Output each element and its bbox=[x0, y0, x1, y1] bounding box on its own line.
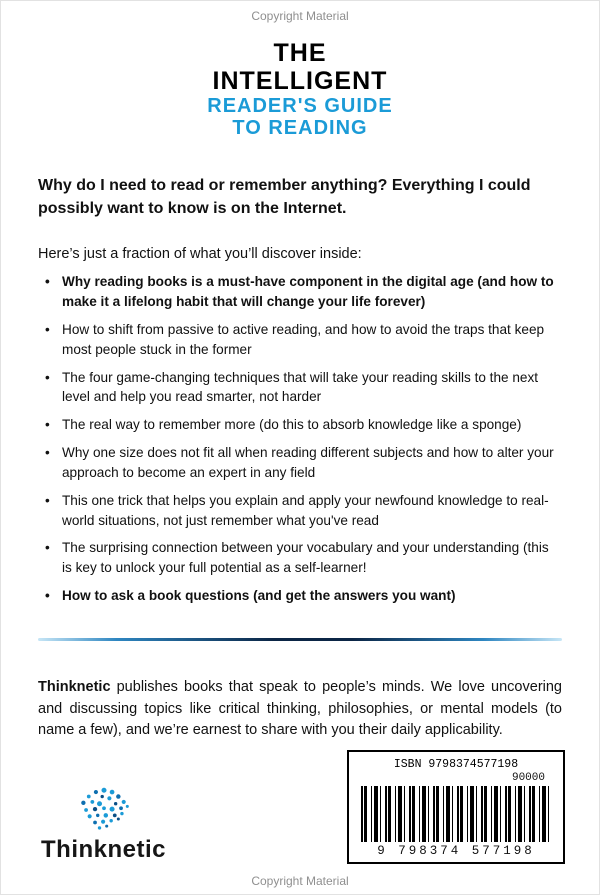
bullet-text: Why one size does not fit all when reading different subjects and how to alter your approach to become an expert in any field bbox=[62, 445, 554, 480]
barcode-number: 9 798374 577198 bbox=[377, 844, 535, 858]
bullet-text: The surprising connection between your vocabulary and your understanding (this is key to unlock your full potential as a self-learner! bbox=[62, 540, 549, 576]
bullet-text: Why reading books is a must-have component in the digital age (and how to make it a lifelong habit that will change your life forever) bbox=[62, 274, 554, 309]
discover-intro: Here’s just a fraction of what you’ll discover inside: bbox=[38, 246, 362, 263]
barcode-price-code: 90000 bbox=[511, 772, 545, 784]
publisher-paragraph bbox=[38, 677, 562, 742]
bullet-item bbox=[38, 443, 562, 483]
discover-list bbox=[38, 272, 562, 606]
bullet-item bbox=[38, 491, 562, 531]
title-line-2: INTELLIGENT bbox=[212, 67, 388, 95]
barcode-bars-icon bbox=[361, 786, 551, 842]
bullet-text: This one trick that helps you explain and apply your newfound knowledge to real-world situations, not just remember what you've read bbox=[62, 492, 549, 528]
section-divider bbox=[38, 638, 562, 641]
bullet-text: The four game-changing techniques that will take your reading skills to the next level and help you read smarter, not harder bbox=[62, 369, 539, 405]
bullet-marker: • bbox=[45, 274, 50, 290]
bullet-text: How to ask a book questions (and get the answers you want) bbox=[62, 588, 456, 604]
bullet-text: How to shift from passive to active reading, and how to avoid the traps that keep most people stuck in the former bbox=[62, 321, 545, 357]
brain-dots-icon bbox=[41, 784, 166, 836]
bullet-marker: • bbox=[45, 321, 50, 337]
publisher-logo bbox=[41, 784, 166, 864]
bullet-item bbox=[38, 415, 562, 435]
copyright-notice-bottom: Copyright Material bbox=[251, 874, 349, 888]
bullet-item bbox=[38, 272, 562, 312]
title-line-4: TO READING bbox=[232, 117, 368, 140]
footer bbox=[1, 750, 599, 864]
bullet-text: The real way to remember more (do this to absorb knowledge like a sponge) bbox=[62, 417, 522, 433]
bullet-marker: • bbox=[45, 588, 50, 604]
isbn-label: ISBN 9798374577198 bbox=[393, 758, 519, 771]
book-title bbox=[1, 39, 599, 140]
bullet-item bbox=[38, 586, 562, 606]
logo-wordmark: Thinknetic bbox=[41, 836, 167, 863]
publisher-name: Thinknetic bbox=[38, 678, 111, 695]
barcode-block bbox=[347, 750, 565, 864]
bullet-marker: • bbox=[45, 445, 50, 461]
bullet-marker: • bbox=[45, 540, 50, 556]
copyright-notice-top: Copyright Material bbox=[251, 9, 349, 23]
publisher-description: publishes books that speak to people’s minds. We love uncovering and discussing topics like critical thinking, philosophies, or mental models (to name a few), and we’re earnest to share with you their daily applicability. bbox=[38, 678, 562, 739]
title-line-1: THE bbox=[273, 39, 327, 67]
bullet-marker: • bbox=[45, 492, 50, 508]
bullet-marker: • bbox=[45, 417, 50, 433]
bullet-item bbox=[38, 320, 562, 360]
title-line-3: READER'S GUIDE bbox=[207, 95, 393, 117]
bullet-item bbox=[38, 538, 562, 578]
hook-paragraph: Why do I need to read or remember anything? Everything I could possibly want to know is on the Internet. bbox=[38, 176, 531, 217]
bullet-marker: • bbox=[45, 369, 50, 385]
body-content bbox=[1, 174, 599, 606]
bullet-item bbox=[38, 368, 562, 408]
